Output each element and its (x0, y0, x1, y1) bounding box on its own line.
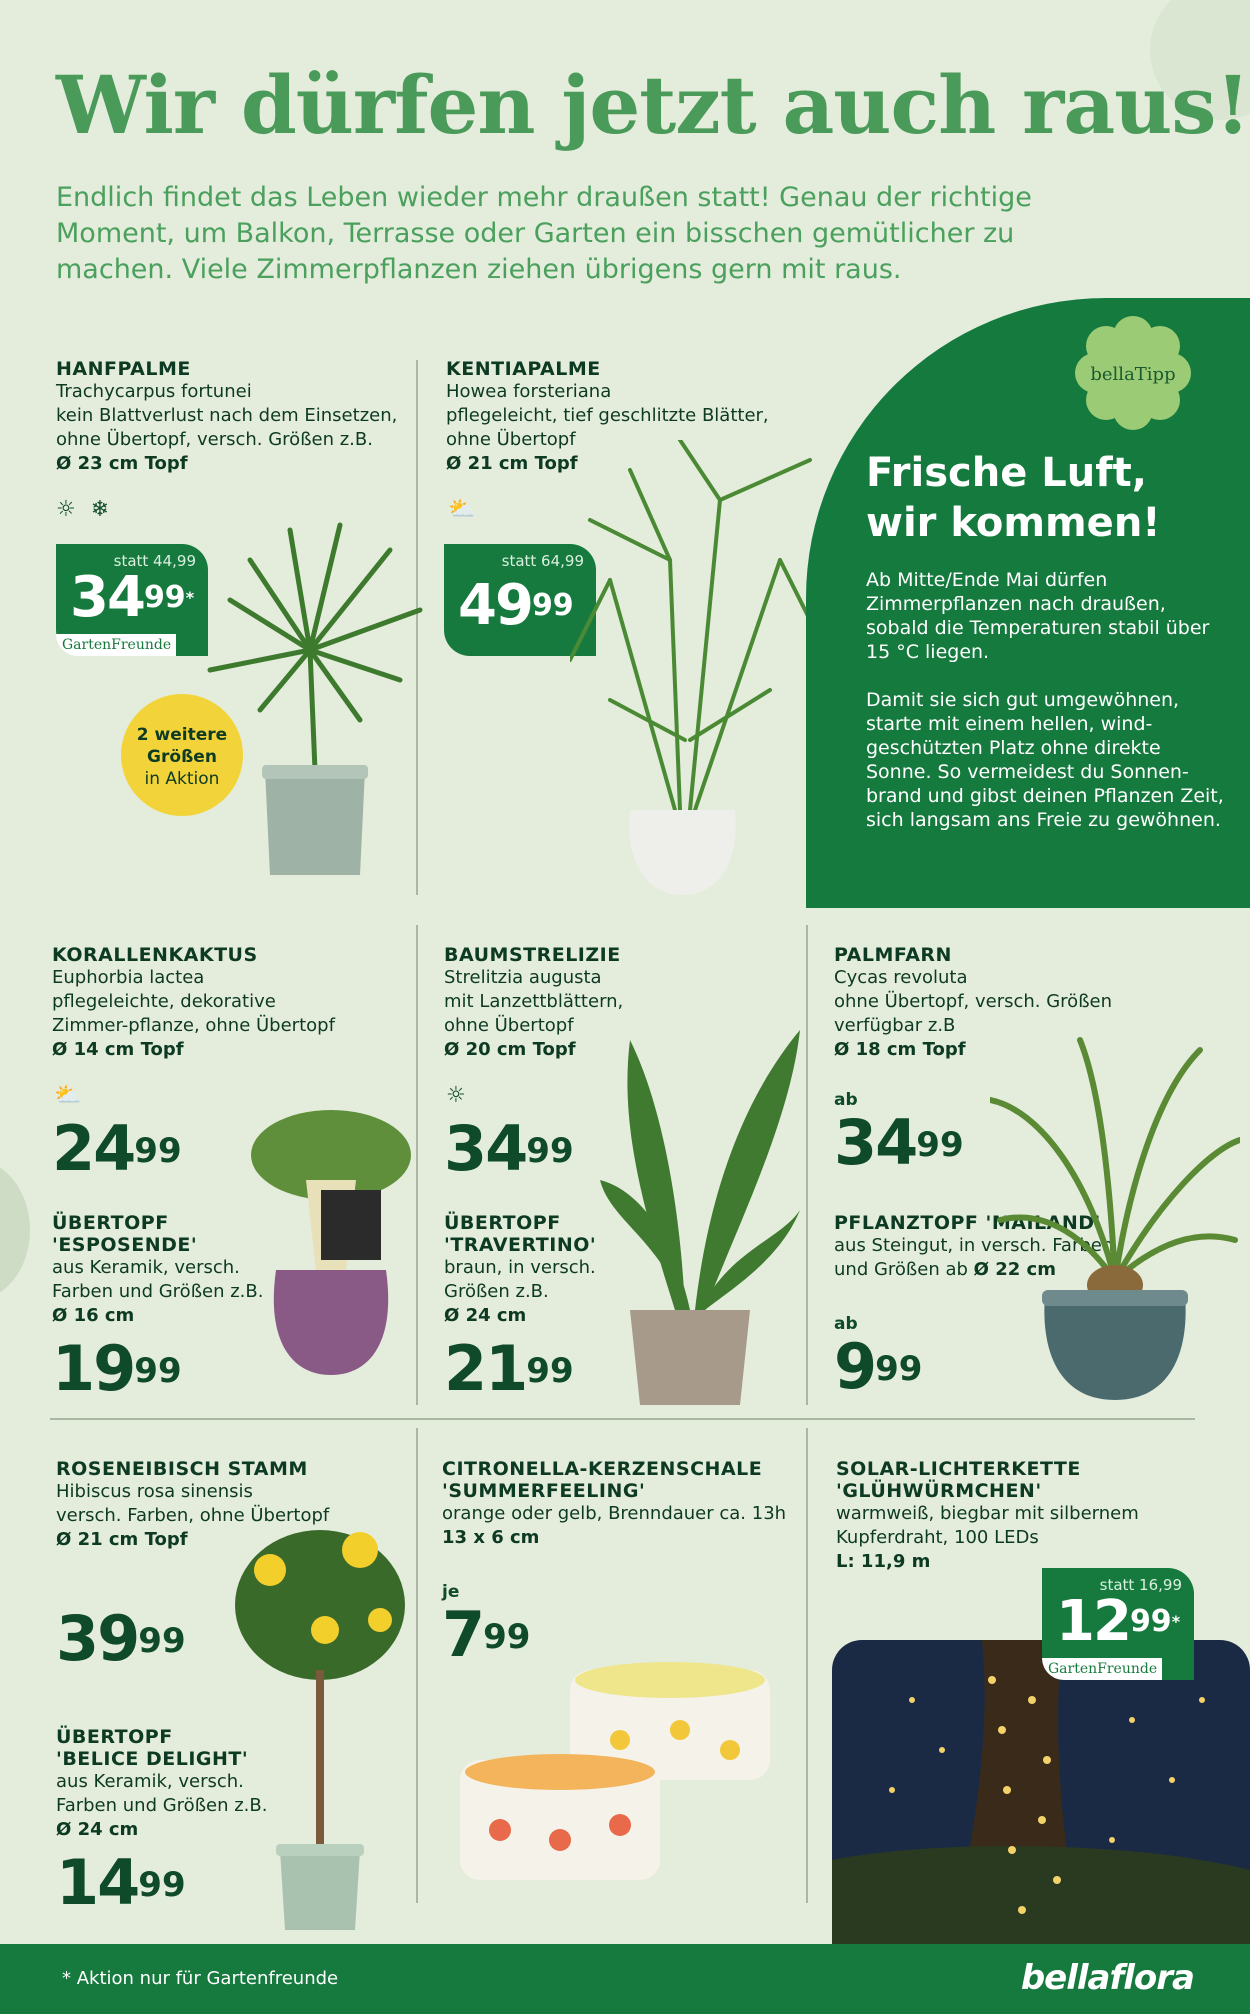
bellatipp-badge (1070, 316, 1196, 430)
product-description: pflegeleichte, dekorative Zimmer-pflanze, ohne Übertopf (52, 991, 335, 1036)
snowflake-icon: ❄ (90, 497, 110, 522)
price (56, 1602, 186, 1675)
je-label: je (442, 1582, 460, 1602)
product-latin: Howea forsteriana (446, 381, 612, 402)
product-name: 'TRAVERTINO' (444, 1234, 597, 1256)
price (1056, 1589, 1181, 1654)
price-cents: 99 (138, 1621, 186, 1661)
gartenfreunde-label: GartenFreunde (1042, 1658, 1162, 1680)
price-cents: 99 (134, 1351, 182, 1391)
product-size: Ø 22 cm (973, 1259, 1056, 1280)
product-size: Ø 18 cm Topf (834, 1039, 966, 1060)
product-solar (836, 1458, 1176, 1574)
price-cents: 99 (916, 1125, 964, 1165)
product-description: mit Lanzettblättern, ohne Übertopf (444, 991, 624, 1036)
product-description: aus Keramik, versch. Farben und Größen z.B. (52, 1257, 264, 1302)
product-name: PALMFARN (834, 944, 952, 966)
product-name: KENTIAPALME (446, 358, 601, 380)
asterisk: * (1171, 1612, 1181, 1631)
product-name: ÜBERTOPF (444, 1212, 561, 1234)
price-main: 39 (56, 1602, 139, 1675)
roseneibisch-image (230, 1520, 410, 1935)
product-size: 13 x 6 cm (442, 1527, 540, 1548)
hanfpalme-image (200, 520, 430, 880)
care-icons (54, 1083, 81, 1108)
tip-paragraph: Ab Mitte/Ende Mai dürfen Zimmerpflanzen nach draußen, sobald die Temperaturen stabil über 15 °C liegen. (866, 569, 1210, 663)
product-size: Ø 24 cm (444, 1305, 527, 1326)
product-name: KORALLENKAKTUS (52, 944, 258, 966)
product-size: Ø 21 cm Topf (446, 453, 578, 474)
price-main: 7 (442, 1598, 484, 1671)
price-main: 19 (52, 1332, 135, 1405)
price-cents: 99 (526, 1131, 574, 1171)
tip-heading: Frische Luft, (866, 450, 1147, 496)
price-main: 21 (444, 1332, 527, 1405)
price-main: 14 (56, 1846, 139, 1919)
product-latin: Euphorbia lactea (52, 967, 205, 988)
badge-line: 2 weitere (136, 725, 228, 745)
product-hanfpalme (56, 358, 406, 476)
price-cents: 99 (531, 588, 574, 623)
care-icons (446, 1083, 466, 1108)
price-badge (56, 544, 208, 656)
product-citronella (442, 1458, 802, 1550)
product-size: L: 11,9 m (836, 1551, 931, 1572)
product-latin: Strelitzia augusta (444, 967, 602, 988)
footer (0, 1944, 1250, 2014)
price-cents: 99 (483, 1617, 531, 1657)
price-cents: 99 (143, 580, 186, 615)
price (834, 1330, 923, 1403)
badge-line: Größen (147, 747, 217, 767)
product-size: Ø 20 cm Topf (444, 1039, 576, 1060)
product-latin: Trachycarpus fortunei (56, 381, 252, 402)
price (834, 1106, 964, 1179)
price-cents: 99 (138, 1865, 186, 1905)
citronella-candles-image (460, 1650, 780, 1900)
price-main: 34 (70, 565, 144, 630)
old-price: statt 44,99 (113, 552, 196, 570)
price-cents: 99 (134, 1131, 182, 1171)
product-description: aus Keramik, versch. Farben und Größen z.B. (56, 1771, 268, 1816)
product-description: kein Blattverlust nach dem Einsetzen, ohne Übertopf, versch. Größen z.B. (56, 405, 398, 450)
tip-paragraph: Damit sie sich gut umgewöhnen, starte mit einem hellen, wind-geschützten Platz ohne direkte Sonne. So vermeidest du Sonnen-brand und gibst deinen Pflanzen Zeit, sich langsam ans Freie zu gewöhnen. (866, 689, 1224, 831)
product-size: Ø 24 cm (56, 1819, 139, 1840)
product-size: Ø 14 cm Topf (52, 1039, 184, 1060)
asterisk: * (185, 588, 195, 607)
product-description: orange oder gelb, Brenndauer ca. 13h (442, 1503, 787, 1524)
price (70, 565, 195, 630)
page-headline: Wir dürfen jetzt auch raus! (56, 58, 1250, 152)
price-main: 24 (52, 1112, 135, 1185)
price-main: 49 (458, 573, 532, 638)
product-name: PFLANZTOPF 'MAILAND' (834, 1212, 1101, 1234)
baumstrelizie-image (600, 1000, 810, 1410)
divider (50, 1418, 1195, 1420)
price-cents: 99 (875, 1349, 923, 1389)
product-name: HANFPALME (56, 358, 191, 380)
kentiapalme-image (570, 440, 820, 900)
product-latin: Hibiscus rosa sinensis (56, 1481, 253, 1502)
product-description: versch. Farben, ohne Übertopf (56, 1505, 330, 1526)
product-latin: Cycas revoluta (834, 967, 968, 988)
sun-icon: ☼ (56, 497, 76, 522)
price (458, 573, 574, 638)
product-name: ÜBERTOPF 'ESPOSENDE' (52, 1212, 198, 1256)
product-name: ROSENEIBISCH STAMM (56, 1458, 308, 1480)
product-name: 'SUMMERFEELING' (442, 1480, 646, 1502)
product-name: ÜBERTOPF (56, 1726, 173, 1748)
old-price: statt 64,99 (501, 552, 584, 570)
ab-label: ab (834, 1314, 858, 1334)
product-name: SOLAR-LICHTERKETTE (836, 1458, 1081, 1480)
product-name: 'BELICE DELIGHT' (56, 1748, 249, 1770)
product-size: Ø 16 cm (52, 1305, 135, 1326)
tip-heading: wir kommen! (866, 500, 1161, 546)
price (56, 1846, 186, 1919)
bellaflora-logo: bellaflora (1020, 1958, 1194, 1998)
care-icons (56, 497, 109, 522)
price (444, 1332, 574, 1405)
price (444, 1112, 574, 1185)
ab-label: ab (834, 1090, 858, 1110)
old-price: statt 16,99 (1099, 1576, 1182, 1594)
product-description: ohne Übertopf, versch. Größen verfügbar z.B (834, 991, 1113, 1036)
price (52, 1112, 182, 1185)
price-cents: 99 (1129, 1604, 1172, 1639)
product-size: Ø 21 cm Topf (56, 1529, 188, 1550)
palmfarn-image (990, 1030, 1240, 1405)
divider (806, 1428, 808, 1903)
product-korallenkaktus (52, 944, 392, 1062)
decorative-circle (0, 1160, 30, 1300)
product-description: braun, in versch. Größen z.B. (444, 1257, 596, 1302)
product-description: pflegeleicht, tief geschlitzte Blätter, ohne Übertopf (446, 405, 769, 450)
korallenkaktus-image (246, 1100, 416, 1380)
price-cents: 99 (526, 1351, 574, 1391)
product-name: 'GLÜHWÜRMCHEN' (836, 1480, 1042, 1502)
divider (416, 925, 418, 1405)
price (52, 1332, 182, 1405)
sun-icon: ☼ (446, 1083, 466, 1108)
divider (416, 1428, 418, 1903)
gartenfreunde-label: GartenFreunde (56, 634, 176, 656)
care-icons (448, 497, 475, 522)
product-description: aus Steingut, in versch. Farben und Größen ab (834, 1235, 1114, 1280)
price-main: 34 (444, 1112, 527, 1185)
price-main: 34 (834, 1106, 917, 1179)
price-badge (1042, 1568, 1194, 1680)
price-main: 12 (1056, 1589, 1130, 1654)
partly-sunny-icon: ⛅ (448, 497, 476, 522)
intro-text: Endlich findet das Leben wieder mehr draußen statt! Genau der richtige Moment, um Balkon, Terrasse oder Garten ein bisschen gemütlicher zu machen. Viele Zimmerpflanzen ziehen übrigens gern mit raus. (56, 182, 1032, 285)
product-name: BAUMSTRELIZIE (444, 944, 621, 966)
product-description: warmweiß, biegbar mit silbernem Kupferdraht, 100 LEDs (836, 1503, 1139, 1548)
price-main: 9 (834, 1330, 876, 1403)
solar-lights-image (832, 1640, 1250, 1944)
badge-line: in Aktion (144, 769, 220, 789)
product-size: Ø 23 cm Topf (56, 453, 188, 474)
product-name: CITRONELLA-KERZENSCHALE (442, 1458, 763, 1480)
partly-sunny-icon: ⛅ (54, 1083, 82, 1108)
footer-note: * Aktion nur für Gartenfreunde (62, 1968, 339, 1989)
bellatipp-label: bellaTipp (1090, 364, 1176, 385)
